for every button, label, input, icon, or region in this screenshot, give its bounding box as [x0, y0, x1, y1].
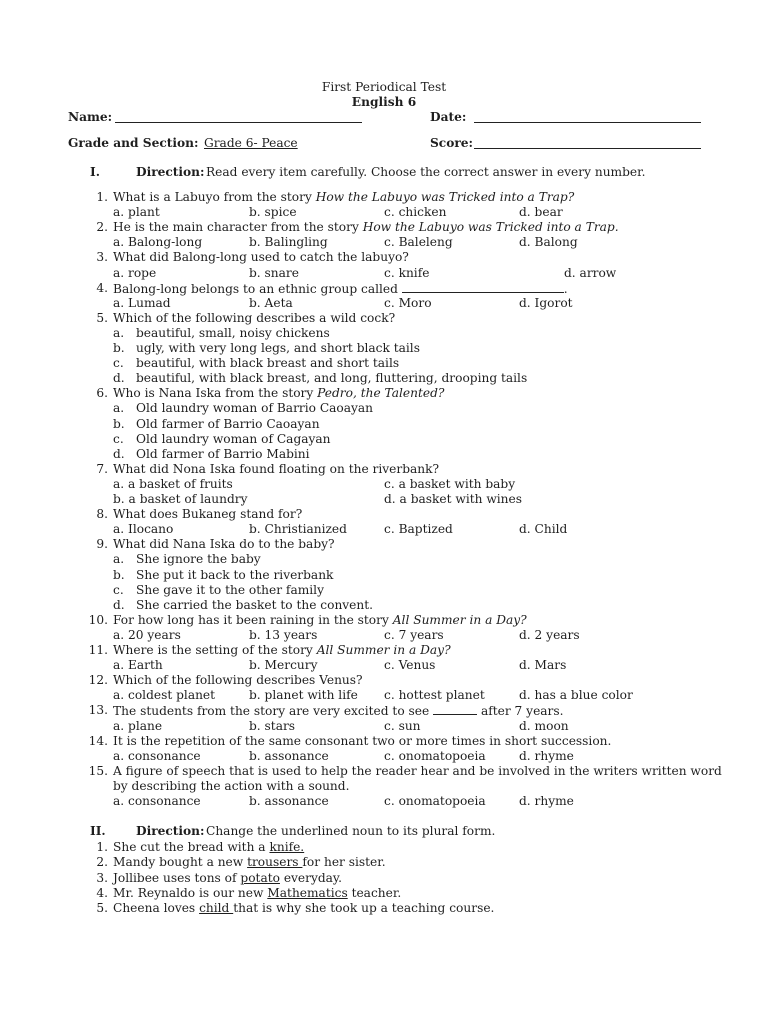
question-text: Balong-long belongs to an ethnic group called .: [113, 281, 568, 296]
options-row: [0, 296, 768, 311]
answer-blank[interactable]: [402, 281, 564, 293]
question-14: [0, 734, 768, 749]
item-text: Mandy bought a new trousers for her sister.: [113, 855, 386, 870]
option-d[interactable]: [0, 371, 768, 386]
question-10: [0, 613, 768, 628]
option-d[interactable]: d. rhyme: [519, 748, 574, 763]
plural-item-1: [0, 840, 768, 855]
option-c[interactable]: c. sun: [384, 718, 421, 733]
option-b[interactable]: [0, 341, 768, 356]
question-text: What did Nana Iska do to the baby?: [113, 537, 335, 552]
part1-direction: [0, 165, 768, 180]
option-text: She put it back to the riverbank: [136, 567, 334, 582]
item-number: 5.: [96, 901, 108, 916]
item-text: Mr. Reynaldo is our new Mathematics teacher.: [113, 885, 402, 900]
option-a[interactable]: [0, 401, 768, 416]
question-text: A figure of speech that is used to help the reader hear and be involved in the writers written word: [113, 763, 722, 778]
part2-direction: [0, 824, 768, 839]
question-number: 1.: [96, 190, 108, 204]
question-3: [0, 250, 768, 265]
option-text: She carried the basket to the convent.: [136, 597, 374, 612]
part1-direction-label: Direction:: [136, 165, 205, 179]
option-c[interactable]: c. hottest planet: [384, 688, 485, 703]
option-d[interactable]: d. rhyme: [519, 794, 574, 808]
question-number: 15.: [88, 763, 108, 778]
option-d[interactable]: d. moon: [519, 718, 569, 733]
option-letter: c.: [113, 431, 124, 446]
option-b[interactable]: b. planet with life: [249, 688, 358, 703]
option-c[interactable]: c. knife: [384, 265, 430, 280]
question-4: [0, 281, 768, 296]
question-number: 4.: [96, 280, 108, 295]
option-c[interactable]: c. onomatopoeia: [384, 794, 486, 808]
option-text: ugly, with very long legs, and short black tails: [136, 341, 420, 355]
option-b[interactable]: b. Christianized: [249, 522, 347, 537]
option-text: Old laundry woman of Barrio Caoayan: [136, 401, 374, 416]
item-text: Cheena loves child that is why she took up a teaching course.: [113, 901, 495, 916]
option-c[interactable]: c. chicken: [384, 205, 447, 220]
underlined-noun: potato: [240, 870, 280, 885]
option-b[interactable]: b. spice: [249, 205, 297, 220]
item-text: Jollibee uses tons of potato everyday.: [113, 870, 343, 885]
option-d[interactable]: d. Igorot: [519, 295, 573, 310]
options-row: [0, 522, 768, 537]
question-text: What did Nona Iska found floating on the riverbank?: [113, 461, 440, 476]
question-number: 7.: [96, 461, 108, 476]
answer-blank[interactable]: [433, 703, 477, 715]
question-text: It is the repetition of the same consonant two or more times in short succession.: [113, 733, 612, 748]
option-a[interactable]: a. rope: [113, 265, 157, 280]
part1-direction-text: Read every item carefully. Choose the correct answer in every number.: [206, 165, 646, 179]
question-number: 2.: [96, 220, 108, 235]
option-a[interactable]: a. consonance: [113, 794, 201, 808]
option-text: Old farmer of Barrio Mabini: [136, 446, 310, 461]
option-letter: a.: [113, 401, 125, 416]
option-letter: d.: [113, 597, 125, 612]
option-a[interactable]: a. Earth: [113, 658, 163, 673]
option-d[interactable]: d. Mars: [519, 658, 567, 673]
option-d[interactable]: d. bear: [519, 205, 563, 220]
option-d[interactable]: d. has a blue color: [519, 688, 633, 703]
option-b[interactable]: b. snare: [249, 265, 299, 280]
question-11: [0, 643, 768, 658]
question-text: He is the main character from the story How the Labuyo was Tricked into a Trap.: [113, 220, 619, 235]
test-title: First Periodical Test: [321, 80, 447, 94]
option-text: She ignore the baby: [136, 552, 261, 567]
option-d[interactable]: d. 2 years: [519, 627, 580, 642]
option-letter: c.: [113, 582, 124, 597]
option-letter: d.: [113, 446, 125, 461]
question-number: 9.: [96, 537, 108, 552]
option-a[interactable]: a. coldest planet: [113, 688, 216, 703]
option-b[interactable]: b. 13 years: [249, 627, 318, 642]
option-a[interactable]: a. Ilocano: [113, 522, 174, 537]
options-row: [0, 235, 768, 250]
options-row: [0, 477, 768, 492]
option-b[interactable]: b. a basket of laundry: [113, 492, 248, 506]
option-b[interactable]: b. stars: [249, 718, 296, 733]
options-row: [0, 492, 768, 507]
question-1: [0, 190, 768, 205]
name-blank[interactable]: [115, 122, 362, 123]
option-a[interactable]: a. plane: [113, 718, 163, 733]
option-letter: d.: [113, 371, 125, 386]
test-subject: English 6: [351, 95, 417, 109]
options-row: [0, 794, 768, 809]
question-6: [0, 386, 768, 401]
option-c[interactable]: c. Baleleng: [384, 235, 453, 250]
options-row: [0, 719, 768, 734]
score-blank[interactable]: [474, 148, 701, 149]
date-blank[interactable]: [474, 122, 701, 123]
plural-item-4: [0, 886, 768, 901]
option-d[interactable]: [0, 447, 768, 462]
item-number: 4.: [96, 885, 108, 900]
option-letter: b.: [113, 416, 125, 431]
option-d[interactable]: d. Child: [519, 522, 568, 537]
option-a[interactable]: a. plant: [113, 205, 160, 220]
question-number: 11.: [88, 643, 108, 657]
part2-direction-label: Direction:: [136, 824, 205, 838]
option-a[interactable]: a. Balong-long: [113, 235, 203, 250]
question-text: The students from the story are very excited to see after 7 years.: [113, 704, 564, 719]
option-d[interactable]: d. a basket with wines: [384, 492, 522, 506]
name-label: Name:: [68, 110, 113, 124]
question-text-continued: by describing the action with a sound.: [113, 778, 350, 793]
option-c[interactable]: c. a basket with baby: [384, 476, 516, 491]
question-number: 14.: [88, 733, 108, 748]
item-text: She cut the bread with a knife.: [113, 840, 305, 854]
question-text: What did Balong-long used to catch the labuyo?: [113, 250, 409, 265]
options-row: [0, 749, 768, 764]
option-a[interactable]: [0, 552, 768, 567]
option-c[interactable]: [0, 432, 768, 447]
option-letter: c.: [113, 356, 124, 371]
underlined-noun: child: [199, 901, 234, 916]
part2-numeral: II.: [90, 824, 106, 838]
story-title: How the Labuyo was Tricked into a Trap.: [362, 220, 619, 235]
question-continuation: [0, 779, 768, 794]
option-text: She gave it to the other family: [136, 582, 324, 597]
question-number: 5.: [96, 310, 108, 325]
option-b[interactable]: b. Balingling: [249, 235, 328, 250]
underlined-noun: knife.: [269, 840, 305, 854]
question-number: 3.: [96, 250, 108, 265]
plural-item-2: [0, 855, 768, 870]
question-8: [0, 507, 768, 522]
option-c[interactable]: c. 7 years: [384, 627, 444, 642]
question-text: Which of the following describes a wild cock?: [113, 310, 396, 325]
question-number: 10.: [88, 612, 108, 627]
option-text: beautiful, with black breast and short tails: [136, 356, 400, 371]
option-c[interactable]: c. Baptized: [384, 522, 453, 537]
story-title: All Summer in a Day?: [392, 612, 527, 627]
option-letter: b.: [113, 341, 125, 355]
date-label: Date:: [430, 110, 467, 124]
question-15: [0, 764, 768, 779]
option-letter: a.: [113, 325, 125, 340]
option-c[interactable]: [0, 356, 768, 371]
underlined-noun: Mathematics: [267, 885, 348, 900]
item-number: 3.: [96, 870, 108, 885]
option-a[interactable]: a. 20 years: [113, 627, 181, 642]
option-b[interactable]: [0, 568, 768, 583]
option-c[interactable]: c. onomatopoeia: [384, 748, 486, 763]
option-text: beautiful, small, noisy chickens: [136, 325, 330, 340]
story-title: All Summer in a Day?: [316, 643, 451, 657]
option-letter: b.: [113, 567, 125, 582]
option-a[interactable]: a. Lumad: [113, 295, 171, 310]
option-c[interactable]: [0, 583, 768, 598]
question-number: 13.: [88, 703, 108, 718]
option-b[interactable]: b. assonance: [249, 794, 329, 808]
item-number: 1.: [96, 840, 108, 854]
plural-item-3: [0, 871, 768, 886]
question-text: Who is Nana Iska from the story Pedro, the Talented?: [113, 386, 445, 401]
option-text: Old laundry woman of Cagayan: [136, 431, 331, 446]
question-2: [0, 220, 768, 235]
question-text: What does Bukaneg stand for?: [113, 507, 303, 522]
option-b[interactable]: b. assonance: [249, 748, 329, 763]
underlined-noun: trousers: [247, 855, 303, 870]
option-d[interactable]: d. arrow: [564, 265, 617, 280]
question-number: 8.: [96, 507, 108, 522]
options-row: [0, 688, 768, 703]
options-row: [0, 628, 768, 643]
score-label: Score:: [430, 136, 474, 150]
story-title: How the Labuyo was Tricked into a Trap?: [315, 190, 575, 204]
options-row: [0, 266, 768, 281]
option-a[interactable]: [0, 326, 768, 341]
option-d[interactable]: d. Balong: [519, 235, 578, 250]
grade-section-value: Grade 6- Peace: [204, 136, 298, 150]
story-title: Pedro, the Talented?: [317, 386, 445, 401]
option-d[interactable]: [0, 598, 768, 613]
options-row: [0, 205, 768, 220]
question-13: [0, 703, 768, 718]
question-number: 12.: [88, 673, 108, 688]
question-text: Where is the setting of the story All Summer in a Day?: [113, 643, 451, 657]
option-c[interactable]: c. Venus: [384, 658, 436, 673]
question-9: [0, 537, 768, 552]
option-letter: a.: [113, 552, 125, 567]
part2-direction-text: Change the underlined noun to its plural form.: [206, 824, 496, 838]
option-c[interactable]: c. Moro: [384, 295, 432, 310]
option-b[interactable]: b. Aeta: [249, 295, 293, 310]
option-b[interactable]: [0, 417, 768, 432]
question-5: [0, 311, 768, 326]
option-a[interactable]: a. consonance: [113, 748, 201, 763]
question-text: For how long has it been raining in the story All Summer in a Day?: [113, 612, 527, 627]
question-number: 6.: [96, 386, 108, 401]
option-text: Old farmer of Barrio Caoayan: [136, 416, 320, 431]
question-7: [0, 462, 768, 477]
question-text: What is a Labuyo from the story How the Labuyo was Tricked into a Trap?: [113, 190, 575, 204]
part1-numeral: I.: [90, 165, 100, 179]
grade-section-label: Grade and Section:: [68, 136, 199, 150]
option-b[interactable]: b. Mercury: [249, 658, 318, 673]
plural-item-5: [0, 901, 768, 916]
option-a[interactable]: a. a basket of fruits: [113, 476, 233, 491]
options-row: [0, 658, 768, 673]
option-text: beautiful, with black breast, and long, fluttering, drooping tails: [136, 371, 528, 386]
question-text: Which of the following describes Venus?: [113, 673, 363, 688]
item-number: 2.: [96, 855, 108, 870]
question-12: [0, 673, 768, 688]
